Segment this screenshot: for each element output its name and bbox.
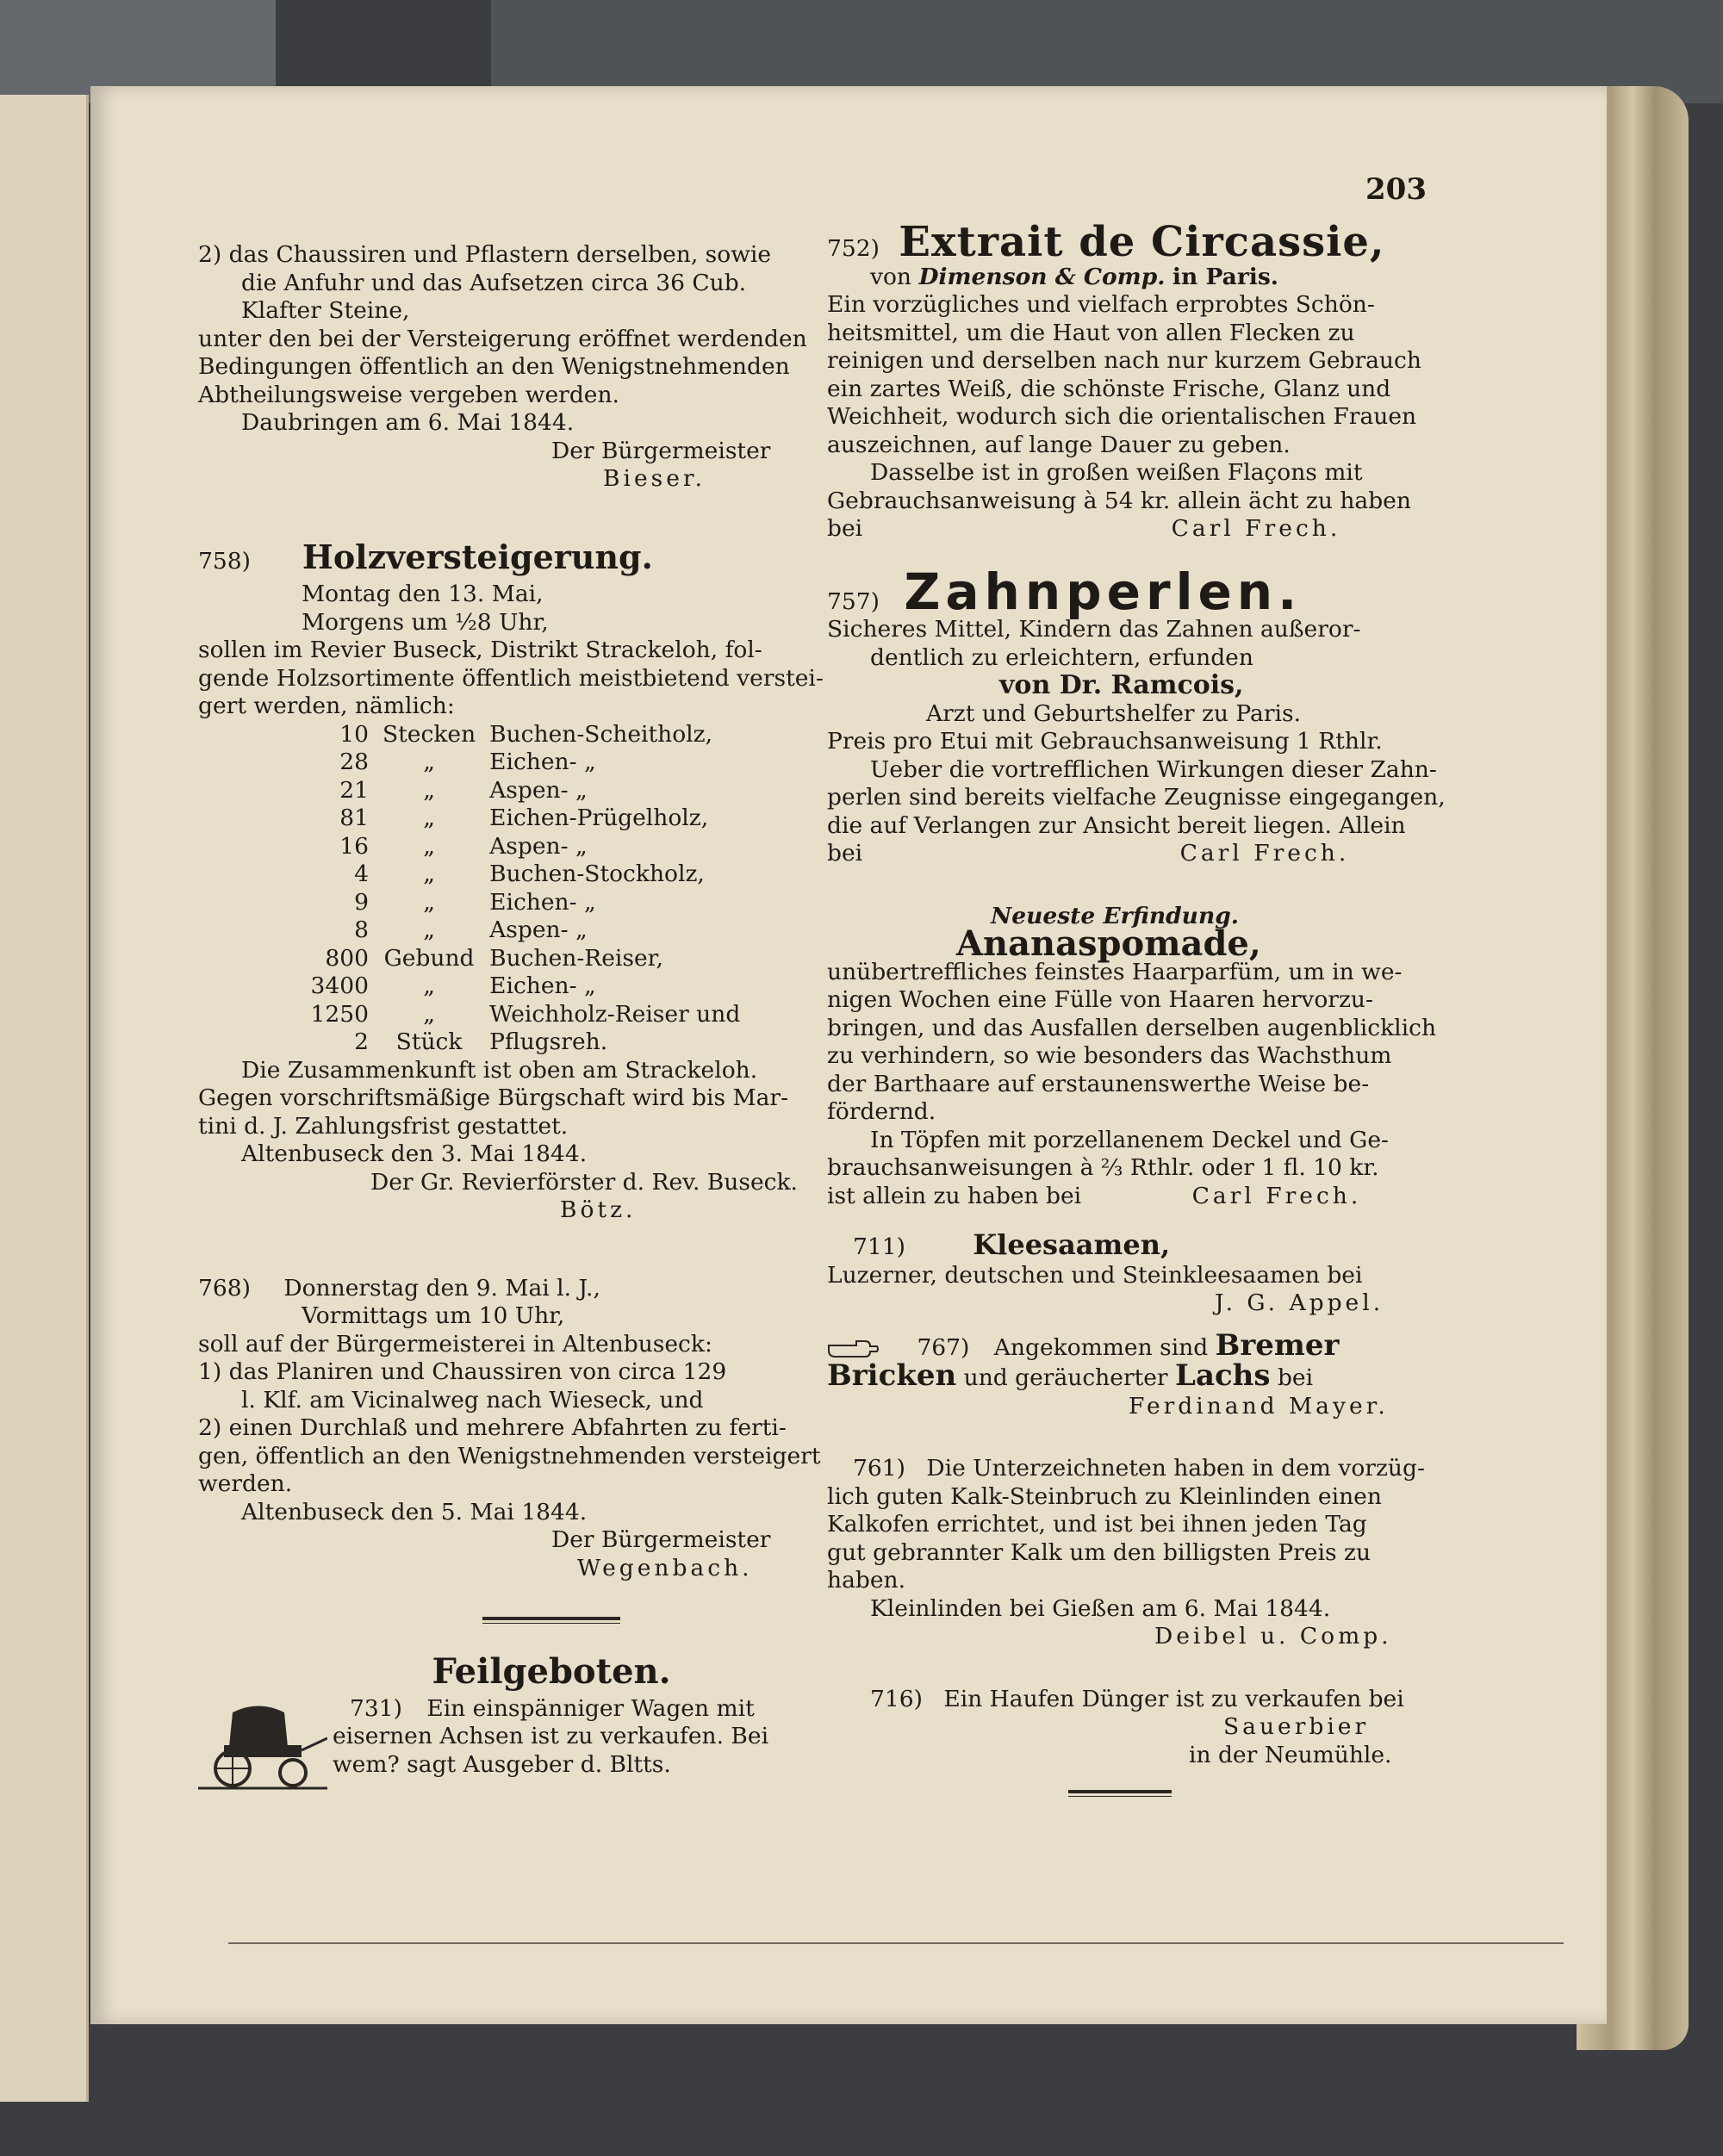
text-line: Weichheit, wodurch sich die orientalischen Frauen <box>827 403 1417 430</box>
text-line: In Töpfen mit porzellanenem Deckel und Ge- <box>870 1126 1389 1153</box>
text-line: Vormittags um 10 Uhr, <box>302 1302 565 1329</box>
text-fragment: und geräucherter <box>963 1364 1168 1391</box>
page-bottom-rule <box>228 1942 1564 1944</box>
lot-qty: 81 <box>339 805 369 831</box>
table-row <box>267 833 747 861</box>
text-line: lich guten Kalk-Steinbruch zu Kleinlinden einen <box>827 1482 1382 1510</box>
bold-word: Bricken <box>827 1358 957 1393</box>
text-line: Luzerner, deutschen und Steinkleesaamen bei <box>827 1261 1363 1289</box>
lot-item: Aspen- „ <box>489 776 588 804</box>
inventor-line: von Dr. Ramcois, <box>999 670 1244 700</box>
text-line: gert werden, nämlich: <box>198 693 455 719</box>
table-row <box>267 945 747 973</box>
ad-number: 767) <box>917 1333 970 1361</box>
text-line: Donnerstag den 9. Mai l. J., <box>283 1274 600 1302</box>
text-line: unübertreffliches feinstes Haarparfüm, um in we- <box>827 958 1403 985</box>
text-line: gen, öffentlich an den Wenigstnehmenden versteigert <box>198 1442 821 1469</box>
lot-unit: „ <box>423 776 435 804</box>
text-line: gende Holzsortimente öffentlich meistbietend verstei- <box>198 664 824 692</box>
section-title: Feilgeboten. <box>432 1651 671 1692</box>
ad-767-line-2 <box>827 1358 1529 1393</box>
signature-name: Bötz. <box>560 1196 637 1223</box>
text-line: werden. <box>198 1470 293 1497</box>
word: bei <box>827 840 863 867</box>
lot-item: Eichen-Prügelholz, <box>489 805 709 831</box>
seller-line <box>827 840 1529 868</box>
price-line: Preis pro Etui mit Gebrauchsanweisung 1 Rthlr. <box>827 728 1383 755</box>
lot-item: Pflugsreh. <box>489 1028 608 1055</box>
signature-title: Der Bürgermeister <box>551 437 771 464</box>
table-row <box>267 1001 747 1029</box>
text-line: 2) einen Durchlaß und mehrere Abfahrten zu ferti- <box>198 1414 787 1441</box>
text-line: Morgens um ½8 Uhr, <box>302 608 549 636</box>
ad-731 <box>198 1695 905 1790</box>
text-line: Sicheres Mittel, Kindern das Zahnen außeror- <box>827 616 1361 643</box>
text-line: heitsmittel, um die Haut von allen Flecken zu <box>827 319 1355 346</box>
text-line: Montag den 13. Mai, <box>302 581 544 607</box>
ad-768-header <box>198 1275 905 1303</box>
section-divider <box>482 1617 620 1624</box>
signature-title: Der Bürgermeister <box>551 1526 771 1553</box>
lot-unit: Stück <box>395 1028 463 1055</box>
table-row <box>267 749 747 777</box>
lot-item: Aspen- „ <box>489 916 588 943</box>
text-line: gut gebrannter Kalk um den billigsten Preis zu <box>827 1538 1372 1566</box>
lot-unit: „ <box>423 916 435 943</box>
ad-716-header <box>827 1686 1529 1714</box>
place-date: Kleinlinden bei Gießen am 6. Mai 1844. <box>870 1594 1331 1622</box>
maker-place: in Paris. <box>1172 263 1279 290</box>
lot-qty: 16 <box>339 832 369 860</box>
ad-number: 711) <box>853 1233 905 1260</box>
lot-qty: 8 <box>354 916 369 943</box>
text-line: zu verhindern, so wie besonders das Wachsthum <box>827 1042 1392 1069</box>
seller-name: J. G. Appel. <box>1215 1289 1384 1316</box>
lot-unit: „ <box>423 805 435 831</box>
text-line: Kalkofen errichtet, und ist bei ihnen jeden Tag <box>827 1511 1367 1538</box>
seller-place: in der Neumühle. <box>1189 1741 1392 1768</box>
seller-name: Sauerbier <box>1223 1713 1370 1740</box>
lot-unit: „ <box>423 749 435 775</box>
place-date: Daubringen am 6. Mai 1844. <box>241 409 575 436</box>
spacer <box>827 1210 1529 1231</box>
table-row <box>267 777 747 805</box>
lot-unit: „ <box>423 972 435 999</box>
lot-qty: 28 <box>339 749 369 775</box>
page-number: 203 <box>1365 172 1427 207</box>
text-line: brauchsanweisungen à ⅔ Rthlr. oder 1 fl. 10 kr. <box>827 1154 1379 1181</box>
text-line: wem? sagt Ausgeber d. Bltts. <box>333 1750 671 1778</box>
lot-qty: 1250 <box>310 1000 369 1028</box>
text-line: Ein vorzügliches und vielfach erprobtes Schön- <box>827 291 1375 318</box>
seller-name: Carl Frech. <box>1179 840 1350 867</box>
ad-number: 731) <box>350 1694 402 1722</box>
text-line: l. Klf. am Vicinalweg nach Wieseck, und <box>241 1386 704 1414</box>
text-line-content: Ein einspänniger Wagen mit <box>426 1694 755 1722</box>
word: bei <box>827 515 863 542</box>
lot-unit: Stecken <box>383 720 476 748</box>
ad-758-header <box>198 537 905 576</box>
lot-item: Buchen-Scheitholz, <box>489 720 713 748</box>
ad-757-header <box>827 562 1529 621</box>
ad-title: Ananaspomade, <box>956 923 1261 964</box>
place-date: Altenbuseck den 5. Mai 1844. <box>241 1498 588 1525</box>
ad-761-header <box>827 1455 1529 1483</box>
lot-qty: 9 <box>354 888 369 916</box>
ad-752-header <box>827 218 1529 266</box>
seller-name: Deibel u. Comp. <box>1154 1623 1392 1650</box>
lot-item: Aspen- „ <box>489 832 588 860</box>
signature-name: Bieser. <box>603 465 706 492</box>
text-line: Dasselbe ist in großen weißen Flaçons mit <box>870 459 1363 486</box>
lot-unit: „ <box>423 1000 435 1028</box>
ad-title: Zahnperlen. <box>904 562 1303 621</box>
signature-title: Der Gr. Revierförster d. Rev. Buseck. <box>370 1168 798 1196</box>
lot-qty: 21 <box>339 776 369 804</box>
pointing-hand-icon <box>827 1339 879 1359</box>
text-line: soll auf der Bürgermeisterei in Altenbuseck: <box>198 1330 712 1358</box>
bold-word: Bremer <box>1215 1327 1340 1363</box>
text-line: tini d. J. Zahlungsfrist gestattet. <box>198 1112 569 1140</box>
section-divider <box>1068 1790 1172 1797</box>
lot-unit: Gebund <box>383 944 475 972</box>
seller-line <box>827 515 1529 544</box>
text-line: perlen sind bereits vielfache Zeugnisse eingegangen, <box>827 784 1446 811</box>
lot-item: Buchen-Stockholz, <box>489 861 705 887</box>
left-page-edge <box>0 95 89 2102</box>
table-row <box>267 972 747 1001</box>
maker-line <box>827 264 1529 292</box>
text-line: fördernd. <box>827 1098 936 1125</box>
carriage-illustration <box>198 1695 327 1790</box>
newspaper-page <box>90 86 1607 2024</box>
text-line: Ein Haufen Dünger ist zu verkaufen bei <box>943 1685 1404 1712</box>
lot-qty: 800 <box>325 944 369 972</box>
text-line: Die Zusammenkunft ist oben am Strackeloh. <box>241 1056 758 1084</box>
ad-number: 716) <box>870 1685 923 1712</box>
signature-name: Wegenbach. <box>577 1554 753 1581</box>
ad-kicker: Neueste Erfindung. <box>991 902 1239 929</box>
text-line: nigen Wochen eine Fülle von Haaren hervorzu- <box>827 986 1373 1013</box>
seller-name: Carl Frech. <box>1171 515 1341 542</box>
lot-unit: „ <box>423 832 435 860</box>
place-date: Altenbuseck den 3. Mai 1844. <box>241 1140 588 1167</box>
text-line: die auf Verlangen zur Ansicht bereit liegen. Allein <box>827 811 1406 839</box>
text-fragment: Angekommen sind <box>993 1333 1209 1361</box>
seller-line <box>827 1183 1529 1211</box>
lot-qty: 10 <box>339 720 369 748</box>
ad-number: 761) <box>853 1455 905 1482</box>
lot-item: Eichen- „ <box>489 888 596 916</box>
text-line: Abtheilungsweise vergeben werden. <box>198 381 619 408</box>
spacer <box>827 868 1529 903</box>
lot-qty: 4 <box>354 861 369 887</box>
table-row <box>267 889 747 917</box>
seller-name: Carl Frech. <box>1191 1182 1362 1209</box>
ad-711-header <box>827 1228 1529 1262</box>
text-line: Gegen vorschriftsmäßige Bürgschaft wird bis Mar- <box>198 1084 789 1111</box>
text-line: eisernen Achsen ist zu verkaufen. Bei <box>333 1723 769 1749</box>
text-line <box>333 1695 768 1724</box>
ad-number: 758) <box>198 547 251 575</box>
table-row <box>267 721 747 749</box>
lot-item: Weichholz-Reiser und <box>489 1000 741 1028</box>
lot-item: Eichen- „ <box>489 972 596 999</box>
word: von <box>870 263 911 290</box>
table-row <box>267 916 747 945</box>
spacer <box>827 1420 1529 1455</box>
text-line: ein zartes Weiß, die schönste Frische, Glanz und <box>827 375 1391 402</box>
ad-731-text <box>333 1695 768 1780</box>
spacer <box>827 1318 1529 1332</box>
bold-word: Lachs <box>1175 1358 1271 1393</box>
text-line: auszeichnen, auf lange Dauer zu geben. <box>827 431 1291 458</box>
text-line: sollen im Revier Buseck, Distrikt Strackeloh, fol- <box>198 637 762 663</box>
table-row <box>267 805 747 833</box>
text-line: reinigen und derselben nach nur kurzem Gebrauch <box>827 347 1421 374</box>
text-line: Die Unterzeichneten haben in dem vorzüg- <box>926 1455 1425 1482</box>
lot-qty: 3400 <box>310 972 369 999</box>
spacer <box>827 1651 1529 1686</box>
text-line: die Anfuhr und das Aufsetzen circa 36 Cub. <box>241 269 747 296</box>
lot-item: Buchen-Reiser, <box>489 944 663 972</box>
text-line: Klafter Steine, <box>241 297 410 324</box>
text-line: Arzt und Geburtshelfer zu Paris. <box>926 699 1302 727</box>
text-line: Ueber die vortrefflichen Wirkungen dieser Zahn- <box>870 755 1437 783</box>
ad-title: Holzversteigerung. <box>302 537 653 576</box>
spacer <box>198 1225 905 1275</box>
text-line: ist allein zu haben bei <box>827 1182 1082 1209</box>
ad-title: Kleesaamen, <box>973 1228 1171 1261</box>
text-line: der Barthaare auf erstaunenswerthe Weise be- <box>827 1070 1370 1097</box>
spacer <box>198 494 905 544</box>
lot-unit: „ <box>423 888 435 916</box>
lot-qty: 2 <box>354 1028 369 1055</box>
left-column <box>198 241 905 1790</box>
text-line: 2) das Chaussiren und Pflastern derselben, sowie <box>198 241 772 268</box>
text-line: Gebrauchsanweisung à 54 kr. allein ächt zu haben <box>827 487 1411 514</box>
table-row <box>267 1028 747 1057</box>
ad-number: 757) <box>827 587 880 615</box>
maker-name: Dimenson & Comp. <box>918 263 1166 290</box>
lot-item: Eichen- „ <box>489 749 596 775</box>
right-column <box>827 218 1529 1797</box>
text-line: dentlich zu erleichtern, erfunden <box>870 643 1253 671</box>
text-line: Bedingungen öffentlich an den Wenigstnehmenden <box>198 353 790 380</box>
text-line: 1) das Planiren und Chaussiren von circa 129 <box>198 1358 727 1385</box>
ad-title: Extrait de Circassie, <box>899 218 1385 266</box>
seller-name: Ferdinand Mayer. <box>1129 1392 1389 1420</box>
lot-unit: „ <box>423 861 435 887</box>
text-line: unter den bei der Versteigerung eröffnet werdenden <box>198 325 807 352</box>
text-line: bringen, und das Ausfallen derselben augenblicklich <box>827 1014 1437 1041</box>
text-fragment: bei <box>1277 1364 1314 1391</box>
ad-number: 768) <box>198 1274 251 1302</box>
ad-767-line-1 <box>827 1327 1529 1363</box>
wood-lot-table <box>267 721 747 1057</box>
table-row <box>267 861 747 889</box>
text-line: haben. <box>827 1567 906 1594</box>
ad-number: 752) <box>827 235 880 262</box>
